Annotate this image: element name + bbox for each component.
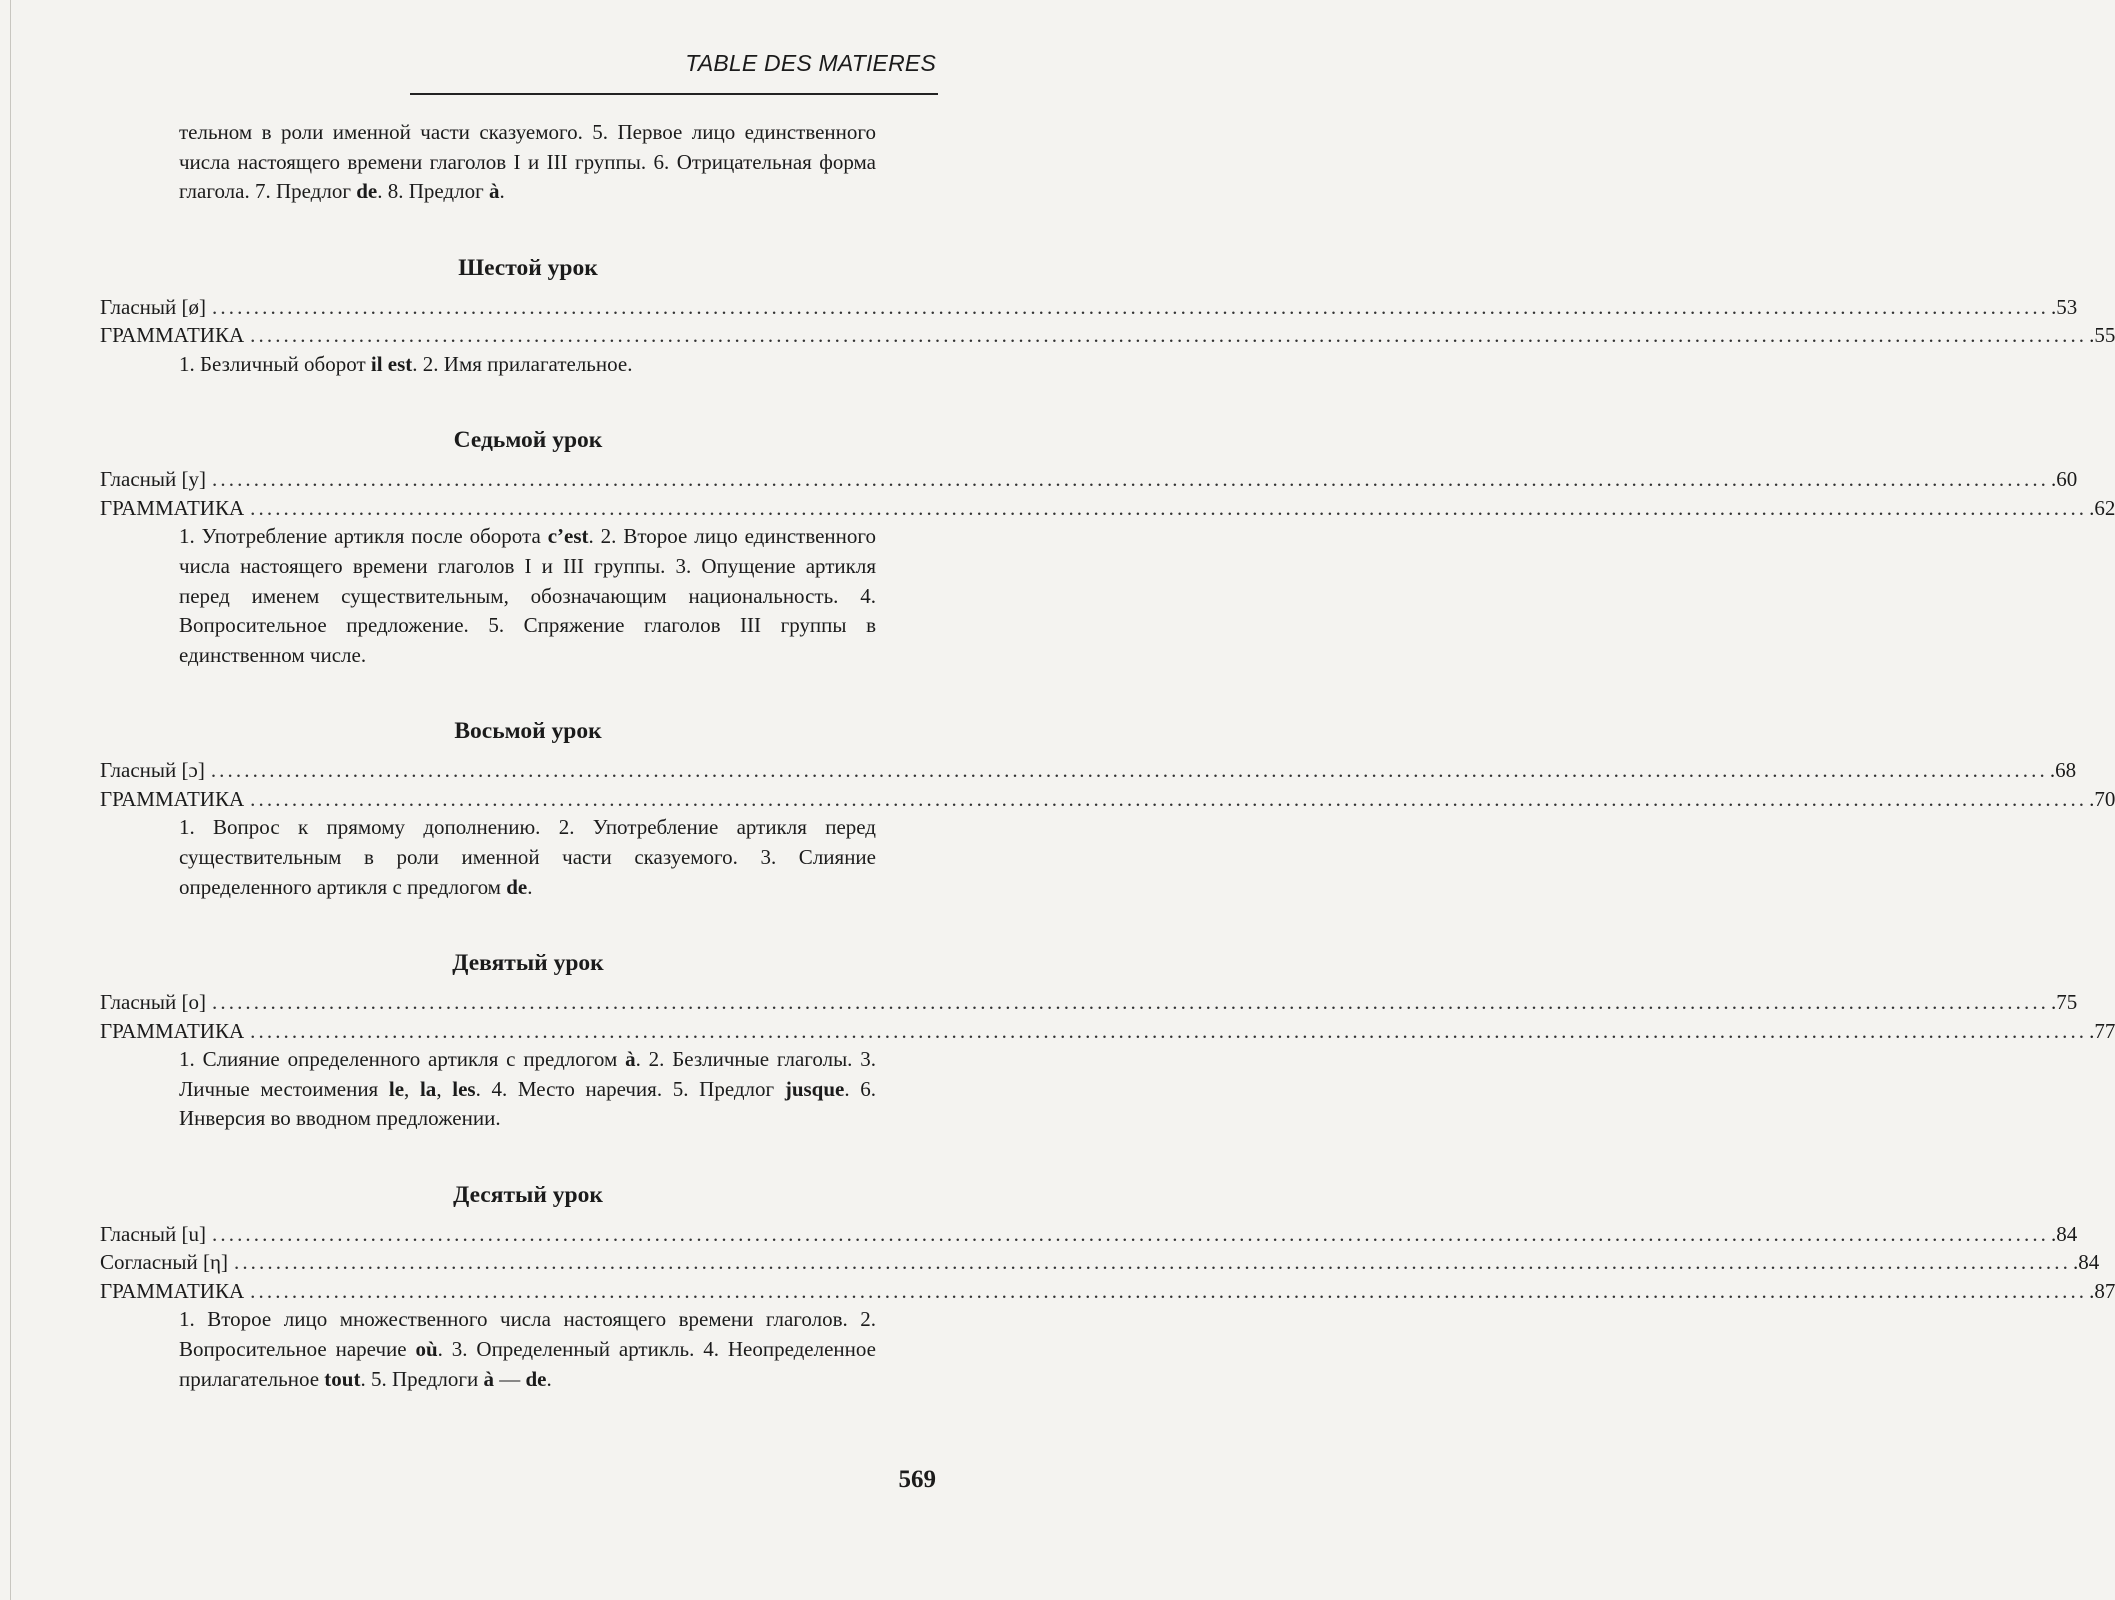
dot-leader: ............................................................................................................................................................................................................................ [212,467,2050,492]
dot-leader: ............................................................................................................................................................................................................................ [233,1250,2071,1275]
lesson-title: Седьмой урок [453,427,603,454]
dot-leader: ............................................................................................................................................................................................................................ [212,990,2050,1015]
toc-entry-label: Согласный [η] [100,1250,228,1275]
title-gap [100,1210,936,1220]
toc-entry-page: .87 [2089,1278,2115,1303]
header-rule [410,93,938,95]
text-run: . 3. Определенный артикль. 4. Неопределенное прилагательное [179,1337,876,1391]
toc-entry[interactable] [100,1017,2115,1046]
dot-leader: ............................................................................................................................................................................................................................ [210,758,2048,783]
toc-entry-page: .77 [2089,1018,2115,1043]
toc-entry[interactable] [100,756,2077,785]
toc-entry[interactable] [100,494,2115,523]
toc-entry[interactable] [100,1277,2115,1306]
section-spacer [100,207,936,253]
toc-entry-page: .53 [2051,294,2078,319]
dot-leader: ............................................................................................................................................................................................................................ [250,495,2088,520]
section-spacer [100,1134,936,1180]
title-gap [100,978,936,988]
title-gap [100,746,936,756]
text-run: . 2. Второе лицо единственного числа настоящего времени глаголов I и III группы. 3. Опущение артикля перед именем существительным, обозначающим национальность. 4. Вопросительное предложение. 5. Спряжение глаголов III группы в единственном числе. [179,524,877,667]
toc-entry[interactable] [100,785,2115,814]
lesson-title: Десятый урок [453,1181,603,1208]
text-run: 1. Безличный оборот [179,351,371,376]
dot-leader: ............................................................................................................................................................................................................................ [250,1018,2088,1043]
lesson-topics [179,350,876,380]
page-number: 569 [898,1466,936,1493]
toc-entry-label: Гласный [ɔ] [100,758,205,783]
intro-paragraph [179,118,876,207]
bold-term: il est [370,351,413,376]
toc-entry[interactable] [100,321,2115,350]
dot-leader: ............................................................................................................................................................................................................................ [250,1278,2088,1303]
toc-entry-page: .68 [2049,758,2077,783]
toc-entry-label: Гласный [y] [100,467,207,492]
text-run: . [527,874,533,899]
text-run: 1. Слияние определенного артикля с предлогом [179,1047,626,1072]
dot-leader: ............................................................................................................................................................................................................................ [250,786,2088,811]
toc-entry-label: Гласный [u] [100,1221,207,1246]
toc-entry-label: ГРАММАТИКА [100,1018,245,1043]
text-run: . 8. Предлог [377,179,489,204]
lesson-title: Девятый урок [452,950,604,977]
bold-term: les [452,1076,476,1101]
toc-entry[interactable] [100,1220,2078,1249]
section-spacer [100,902,936,948]
toc-entry-page: .60 [2051,467,2078,492]
text-run: 1. Вопрос к прямому дополнению. 2. Употребление артикля перед существительным в роли именной части сказуемого. 3. Слияние определенного артикля с предлогом [179,815,876,899]
toc-entry-page: .70 [2089,786,2115,811]
text-run: . 2. Имя прилагательное. [412,351,633,376]
text-run: . [546,1366,552,1391]
section-spacer [100,670,936,716]
bold-term: le [388,1076,405,1101]
toc-entry-page: .62 [2089,495,2115,520]
bold-term: tout [324,1366,361,1391]
toc-entry-label: ГРАММАТИКА [100,495,245,520]
text-run: , [404,1076,420,1101]
lesson-topics [179,813,876,902]
toc-entry[interactable] [100,465,2078,494]
text-run: . 2. Безличные глаголы. 3. Личные местоимения [179,1047,876,1101]
toc-entry-label: Гласный [ø] [100,294,207,319]
toc-entry-page: .84 [2072,1250,2100,1275]
title-gap [100,283,936,293]
text-run: . 4. Место наречия. 5. Предлог [475,1076,785,1101]
toc-entry-label: ГРАММАТИКА [100,786,245,811]
toc-entry-page: .75 [2051,990,2078,1015]
toc-entry[interactable] [100,988,2078,1017]
bold-term: c’est [547,524,589,549]
scan-edge [0,0,11,1600]
text-run: , [436,1076,453,1101]
bold-term: de [506,874,528,899]
text-run: . 6. Инверсия во вводном предложении. [179,1076,877,1131]
text-run: . [499,179,505,204]
toc-entry-label: Гласный [o] [100,990,207,1015]
bold-term: à [488,179,500,204]
dot-leader: ............................................................................................................................................................................................................................ [212,1221,2050,1246]
bold-term: de [525,1366,547,1391]
section-spacer [100,379,936,425]
text-run: 1. Употребление артикля после оборота [179,524,548,549]
lesson-topics [179,1305,876,1394]
toc-entry-label: ГРАММАТИКА [100,323,245,348]
title-gap [100,455,936,465]
dot-leader: ............................................................................................................................................................................................................................ [250,323,2088,348]
bold-term: à [625,1047,636,1072]
toc-entry-label: ГРАММАТИКА [100,1278,245,1303]
bold-term: à [483,1366,494,1391]
bold-term: jusque [784,1076,845,1101]
text-run: — [493,1366,526,1391]
lessons-list [100,207,2115,1394]
text-run: тельном в роли именной части сказуемого. 5. Первое лицо единственного числа настоящего времени глаголов I и III группы. 6. Отрицательная форма глагола. 7. Предлог [179,120,876,204]
toc-entry-page: .55 [2089,323,2115,348]
lesson-title: Шестой урок [458,254,598,281]
lesson-topics [179,1045,876,1134]
toc-entry[interactable] [100,1248,2100,1277]
dot-leader: ............................................................................................................................................................................................................................ [212,294,2050,319]
lesson-title: Восьмой урок [454,718,602,745]
toc-entry-page: .84 [2051,1221,2078,1246]
text-run: 1. Второе лицо множественного числа настоящего времени глаголов. 2. Вопросительное наречие [179,1307,876,1361]
lesson-topics [179,522,876,670]
text-run: . 5. Предлоги [360,1366,484,1391]
toc-entry[interactable] [100,293,2078,322]
bold-term: où [415,1337,438,1361]
bold-term: la [419,1076,437,1101]
bold-term: de [356,179,378,204]
running-head: TABLE DES MATIERES [685,50,936,76]
toc-body [100,118,2115,1394]
